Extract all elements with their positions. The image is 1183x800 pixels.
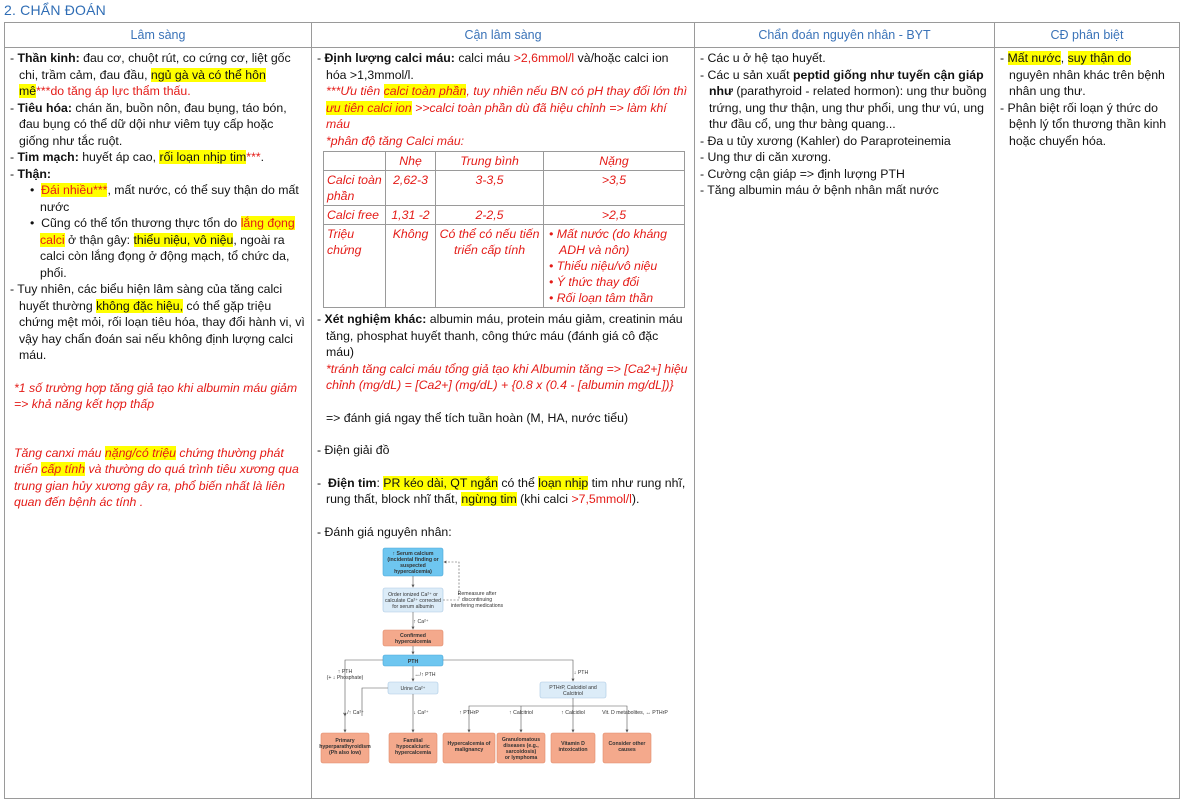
header-chan-doan-nguyen-nhan: Chẩn đoán nguyên nhân - BYT: [695, 23, 995, 48]
than-b2-highlight-2: thiểu niệu, vô niệu: [133, 232, 234, 247]
dien-giai-do: Điện giải đồ: [324, 443, 390, 457]
dien-tim-highlight-3: ngừng tim: [461, 492, 517, 506]
flow-calcitriol-up: ↑ Calcitriol: [509, 710, 533, 716]
than-kinh-text: đau cơ, chuột rút, co cứng cơ, liệt gốc chi, trầm cảm, đau đầu,: [19, 51, 291, 82]
grade-row-label: Calci free: [324, 206, 386, 225]
flow-remeasure-line: Remeasure after: [457, 591, 497, 597]
cdnn-item: - Tăng albumin máu ở bệnh nhân mất nước: [700, 183, 939, 197]
cdpb-highlight-2: suy thận do: [1067, 51, 1132, 65]
header-lam-sang: Lâm sàng: [5, 23, 312, 48]
flow-remeasure-line: interfering medications: [450, 603, 504, 609]
uu-tien-c: >>calci toàn phần dù đã hiệu chỉnh => làm khí máu: [326, 100, 667, 131]
than-bullet-1: • Đái nhiều***, mất nước, có thể suy thận do mất nước: [30, 183, 299, 214]
flow-remeasure-line: discontinuing: [461, 597, 493, 603]
grade-cell-tb: 2-2,5: [436, 206, 544, 225]
flow-pthrp-line: Calcitriol: [563, 691, 583, 697]
cdnn-peptid-b: peptid giống như tuyến cận giáp như: [709, 67, 984, 98]
dien-tim-item: - Điện tim: PR kéo dài, QT ngắn có thể loạn nhịp tim như rung nhĩ, rung thất, block nhĩ thất, ngừng tim (khi calci >7,5mmol/l).: [317, 475, 686, 506]
grade-row-toan-phan: [324, 171, 685, 206]
grade-header-tb: Trung bình: [436, 152, 544, 171]
flow-outcome-primary-line: Primary: [335, 738, 355, 744]
dinh-luong-label: Định lượng calci máu:: [324, 51, 455, 65]
grade-cell-nhe: 2,62-3: [386, 171, 436, 206]
than-b1-highlight: Đái nhiều: [41, 183, 94, 197]
danh-gia-nguyen-nhan: Đánh giá nguyên nhân:: [324, 524, 452, 539]
xn-khac-item: - Xét nghiệm khác: albumin máu, protein máu giảm, creatinin máu tăng, phosphat huyết thanh, công thức máu (đánh giá cô đặc máu): [317, 312, 683, 359]
grade-cell-nang: >2,5: [544, 206, 685, 225]
cdnn-text: Các u ở hệ tạo huyết.: [707, 51, 826, 65]
grade-cell-nhe: 1,31 -2: [386, 206, 436, 225]
dinh-luong-b: và/hoặc calci ion hóa >1,3mmol/l.: [326, 51, 669, 82]
flow-outcome-vitd-line: Vitamin D: [561, 741, 585, 747]
trieu-chung-nang-item: • Mất nước (do kháng ADH và nôn): [549, 227, 667, 257]
trieu-chung-nhe: Không: [386, 225, 436, 308]
col-lam-sang: [5, 48, 312, 799]
dien-giai-do-item: - Điện giải đồ: [317, 443, 390, 457]
flow-pthrp-up: ↑ PTHrP: [459, 710, 479, 716]
flow-outcome-vitd-line: intoxication: [558, 747, 588, 753]
dinh-luong-item: - Định lượng calci máu: calci máu >2,6mmol/l và/hoặc calci ion hóa >1,3mmol/l.: [317, 51, 669, 82]
cdnn-peptid-a: Các u sản xuất: [707, 67, 793, 82]
grade-header-nhe: Nhẹ: [386, 152, 436, 171]
tieu-hoa-label: Tiêu hóa:: [17, 100, 72, 115]
flow-pth-normal: ↔/↑ PTH: [414, 672, 436, 678]
content-row: [5, 48, 1180, 799]
flow-confirmed-line: hypercalcemia: [394, 639, 432, 645]
tuy-nhien-highlight: không đặc hiệu,: [96, 298, 183, 313]
xn-khac-note: *tránh tăng calci máu tổng giả tạo khi Albumin tăng => [Ca2+] hiệu chỉnh (mg/dL) = [Ca2+] (mg/dL) + {0.8 x (0.4 - [albumin mg/dL])}: [326, 361, 688, 392]
trieu-chung-nang-item: • Ý thức thay đổi: [549, 275, 640, 289]
flow-outcome-other-line: Consider other: [608, 741, 646, 747]
grade-row-free: [324, 206, 685, 225]
flow-serum-line: suspected: [400, 563, 426, 569]
flow-serum-line: (incidental finding or: [387, 557, 439, 563]
tuy-nhien-item: - Tuy nhiên, các biểu hiện lâm sàng của tăng calci huyết thường không đặc hiệu, có thể gặp triệu chứng mệt mỏi, rối loạn tiêu hóa, thay đổi hành vi, vì vậy hay chẩn đoán sai nếu không định lượng calci máu.: [10, 282, 305, 362]
cdnn-item: - Cường cận giáp => định lượng PTH: [700, 166, 905, 181]
dien-tim-highlight-2: loạn nhịp: [538, 475, 589, 490]
flow-pth: PTH: [407, 659, 419, 665]
danh-gia-tuan-hoan: => đánh giá ngay thể tích tuần hoàn (M, HA, nước tiểu): [326, 410, 629, 425]
trieu-chung-nang-item: • Rối loạn tâm thần: [549, 291, 654, 305]
trieu-chung-tb: Có thể có nếu tiến triển cấp tính: [436, 225, 544, 308]
uu-tien-highlight-1: calci toàn phần: [383, 84, 467, 98]
grade-cell-tb: 3-3,5: [436, 171, 544, 206]
than-kinh-highlight: ngủ gà và có thể hôn mê: [19, 67, 266, 98]
flow-outcome-familial-line: hypocalciuric: [396, 744, 430, 750]
note-tang-canxi: [10, 445, 306, 511]
than-kinh-red: do tăng áp lực thẩm thấu.: [50, 84, 191, 98]
trieu-chung-nang-text: Mất nước (do kháng ADH và nôn): [556, 227, 667, 257]
flow-order-line: Order ionized Ca²⁺ or: [388, 592, 438, 598]
uu-tien-a: ***Ưu tiên: [326, 84, 384, 98]
cdnn-item: - Các u ở hệ tạo huyết.: [700, 51, 826, 65]
flow-pth-down: ↓ PTH: [573, 670, 589, 676]
flow-pthrp-line: PTHrP, Calcidiol and: [549, 685, 597, 691]
flow-vita-label: Vit. D metabolites, ↔ PTHrP: [602, 710, 668, 716]
flow-outcome-primary-line: (Ph also low): [329, 750, 361, 756]
note2-b: chứng thường phát triển: [14, 445, 284, 476]
note-albumin: *1 số trường hợp tăng giả tạo khi albumin máu giảm => khả năng kết hợp thấp: [14, 380, 298, 411]
cdnn-text: Cường cận giáp => định lượng PTH: [707, 166, 905, 181]
flow-serum-line: ↑ Serum calcium: [392, 551, 434, 557]
col-chan-doan-nguyen-nhan: [695, 48, 995, 799]
cdpb-highlight-1: Mất nước: [1007, 51, 1061, 65]
than-b2-c: , ngoài ra calci còn lắng đọng ở động mạch, tổ chức da, phổi.: [40, 232, 290, 280]
cdnn-item: - Ung thư di căn xương.: [700, 150, 832, 164]
trieu-chung-nang-item: • Thiểu niệu/vô niệu: [549, 259, 658, 273]
trieu-chung-nang-text: Ý thức thay đổi: [556, 275, 640, 289]
cdnn-text: Ung thư di căn xương.: [707, 150, 832, 164]
dien-tim-colon: :: [376, 475, 384, 490]
flow-outcome-malignancy-line: Hypercalcemia of: [447, 741, 491, 747]
flow-outcome-primary-line: hyperparathyroidism: [319, 744, 371, 750]
uu-tien-b: , tuy nhiên nếu BN có pH thay đổi lớn thì: [466, 84, 688, 98]
cdnn-text: Đa u tủy xương (Kahler) do Paraproteinemia: [707, 133, 951, 148]
flow-outcome-other-line: causes: [618, 747, 636, 753]
note2-c: và thường do quá trình tiêu xương qua trung gian hủy xương gây ra, phổ biến nhất là liên quan đến bệnh ác tính .: [14, 462, 299, 509]
flow-serum-line: hypercalcemia): [394, 569, 432, 575]
tim-mach-label: Tim mạch:: [17, 150, 79, 164]
col-can-lam-sang: [312, 48, 695, 799]
cdpb-item-1: - Mất nước, suy thận do nguyên nhân khác trên bệnh nhân ung thư.: [1000, 51, 1165, 98]
hypercalcemia-flowchart: [317, 546, 677, 771]
dinh-luong-red: >2,6mmol/l: [513, 51, 575, 65]
phan-do-label: *phân độ tăng Calci máu:: [326, 133, 465, 148]
grade-header-empty: [324, 152, 386, 171]
flow-urine: Urine Ca²⁺: [400, 686, 426, 692]
dinh-luong-a: calci máu: [454, 51, 514, 65]
tuy-nhien-a: Tuy nhiên, các biểu hiện lâm sàng của tăng calci huyết thường: [17, 282, 283, 313]
grade-header-row: [324, 152, 685, 171]
cdnn-peptid-c: (parathyroid - related hormon): ung thư buồng trứng, ung thư thận, ung thư phổi, ung thư vú, ung thư đầu cổ, ung thư bàng quang...: [709, 84, 987, 131]
grade-cell-nang: >3,5: [544, 171, 685, 206]
flow-outcome-granulo-line: diseases (e.g.,: [503, 743, 539, 749]
dien-tim-red: >7,5mmol/l: [571, 492, 632, 506]
flow-outcome-familial-line: Familial: [403, 738, 423, 744]
tim-mach-highlight: rối loạn nhịp tim: [159, 150, 247, 164]
header-can-lam-sang: Cận lâm sàng: [312, 23, 695, 48]
section-title: 2. CHẨN ĐOÁN: [4, 2, 106, 18]
dien-tim-b: tim như rung nhĩ, rung thất, block nhĩ thất,: [326, 475, 686, 506]
flow-outcome-malignancy-line: malignancy: [454, 747, 484, 753]
than-item: - Thận:: [10, 166, 51, 181]
than-kinh-item: - Thần kinh: đau cơ, chuột rút, co cứng cơ, liệt gốc chi, trầm cảm, đau đầu, ngủ gà và có thể hôn mê***do tăng áp lực thẩm thấu.: [10, 51, 291, 98]
flow-order-line: calculate Ca²⁺ corrected: [384, 598, 442, 604]
dien-tim-a: có thể: [497, 475, 539, 490]
grade-row-trieu-chung: [324, 225, 685, 308]
than-b2-a: Cũng có thể tổn thương thực tổn do: [41, 216, 241, 230]
diagnosis-table: [4, 22, 1180, 799]
than-bullet-2: • Cũng có thể tổn thương thực tổn do lắng đọng calci ở thận gây: thiểu niệu, vô niệu, ngoài ra calci còn lắng đọng ở động mạch, tổ chức da, phổi.: [30, 216, 295, 280]
flow-outcome-familial-line: hypercalcemia: [394, 750, 432, 756]
than-label: Thận:: [17, 166, 51, 181]
dien-tim-label: Điện tim: [327, 475, 377, 490]
cdnn-text: Tăng albumin máu ở bệnh nhân mất nước: [707, 183, 939, 197]
col-cd-phan-biet: [995, 48, 1180, 799]
dien-tim-d: ).: [631, 492, 640, 506]
flow-calcidiol-up: ↑ Calcidiol: [561, 710, 585, 716]
than-b2-highlight-1: lắng đọng calci: [40, 216, 295, 247]
note2-highlight-2: cấp tính: [41, 462, 86, 476]
uu-tien-highlight-2: ưu tiên calci ion: [326, 100, 412, 115]
cdpb-item-2: - Phân biệt rối loạn ý thức do bệnh lý tổn thương thần kinh hoặc chuyển hóa.: [1000, 100, 1167, 148]
than-kinh-label: Thần kinh:: [17, 51, 80, 65]
uu-tien-note: [317, 83, 689, 133]
dien-tim-highlight-1: PR kéo dài, QT ngắn: [383, 475, 498, 490]
than-b1-text: , mất nước, có thể suy thận do mất nước: [40, 183, 299, 214]
flow-outcome-granulo-line: Granulomatous: [501, 737, 541, 743]
grade-table: [323, 151, 685, 308]
trieu-chung-nang: [544, 225, 685, 308]
tim-mach-item: - Tim mạch: huyết áp cao, rối loạn nhịp tim***.: [10, 150, 265, 164]
xn-khac-text: albumin máu, protein máu giảm, creatinin máu tăng, phosphat huyết thanh, công thức máu (đánh giá cô đặc máu): [326, 312, 683, 359]
tim-mach-text: huyết áp cao,: [78, 150, 160, 164]
grade-row-label: Triệu chứng: [324, 225, 386, 308]
flow-order-line: for serum albumin: [392, 604, 434, 610]
flow-outcome-granulo-line: or lymphoma: [504, 755, 538, 761]
dien-tim-c: (khi calci: [516, 492, 572, 506]
flow-ca-normal: ↔/↑ Ca²⁺: [342, 710, 364, 716]
tim-mach-star: ***: [246, 150, 261, 164]
header-row: [5, 23, 1180, 48]
flow-pth-up: ↑ PTH: [337, 669, 353, 675]
header-cd-phan-biet: CĐ phân biệt: [995, 23, 1180, 48]
than-b1-star: ***: [93, 183, 108, 197]
trieu-chung-nang-text: Thiểu niệu/vô niệu: [556, 259, 658, 273]
flow-ca-down: ↓ Ca²⁺: [413, 710, 429, 716]
note2-a: Tăng canxi máu: [14, 445, 105, 460]
note2-highlight-1: nặng/có triệu: [104, 445, 177, 460]
cdpb-item2-text: Phân biệt rối loạn ý thức do bệnh lý tổn thương thần kinh hoặc chuyển hóa.: [1007, 100, 1167, 148]
xn-khac-label: Xét nghiệm khác:: [324, 312, 427, 326]
cdnn-item: - Đa u tủy xương (Kahler) do Paraproteinemia: [700, 133, 951, 148]
grade-row-label: Calci toàn phần: [324, 171, 386, 206]
tieu-hoa-item: - Tiêu hóa: chán ăn, buồn nôn, đau bụng, táo bón, đau bụng có thể dữ dội như viêm tụy cấp hoặc giống như tắc ruột.: [10, 100, 287, 148]
flow-confirmed-line: Confirmed: [400, 633, 426, 639]
tieu-hoa-text: chán ăn, buồn nôn, đau bụng, táo bón, đau bụng có thể dữ dội như viêm tụy cấp hoặc giống như tắc ruột.: [19, 100, 287, 148]
cdpb-rest: nguyên nhân khác trên bệnh nhân ung thư.: [1009, 67, 1165, 98]
than-b2-b: ở thận gây:: [64, 232, 134, 247]
cdnn-peptid-item: - Các u sản xuất peptid giống như tuyến cận giáp như (parathyroid - related hormon): ung thư buồng trứng, ung thư thận, ung thư phổi, ung thư vú, ung thư đầu cổ, ung thư bàng quang...: [700, 67, 987, 131]
tuy-nhien-b: có thể gặp triệu chứng mệt mỏi, rối loạn tiêu hóa, thay đổi hành vi, vì vậy hay chẩn đoán sai nếu không định lượng calci máu.: [19, 298, 305, 362]
flow-ca-up: ↑ Ca²⁺: [413, 619, 429, 625]
grade-header-nang: Nặng: [544, 152, 685, 171]
flow-outcome-granulo-line: sarcoidosis): [505, 749, 537, 755]
trieu-chung-nang-text: Rối loạn tâm thần: [556, 291, 654, 305]
than-kinh-star: ***: [36, 84, 51, 98]
cdpb-sep: ,: [1060, 51, 1068, 65]
flow-pth-up-phosphate: (+ ↓ Phosphate): [326, 675, 364, 681]
danh-gia-nguyen-nhan-item: - Đánh giá nguyên nhân:: [317, 524, 452, 539]
